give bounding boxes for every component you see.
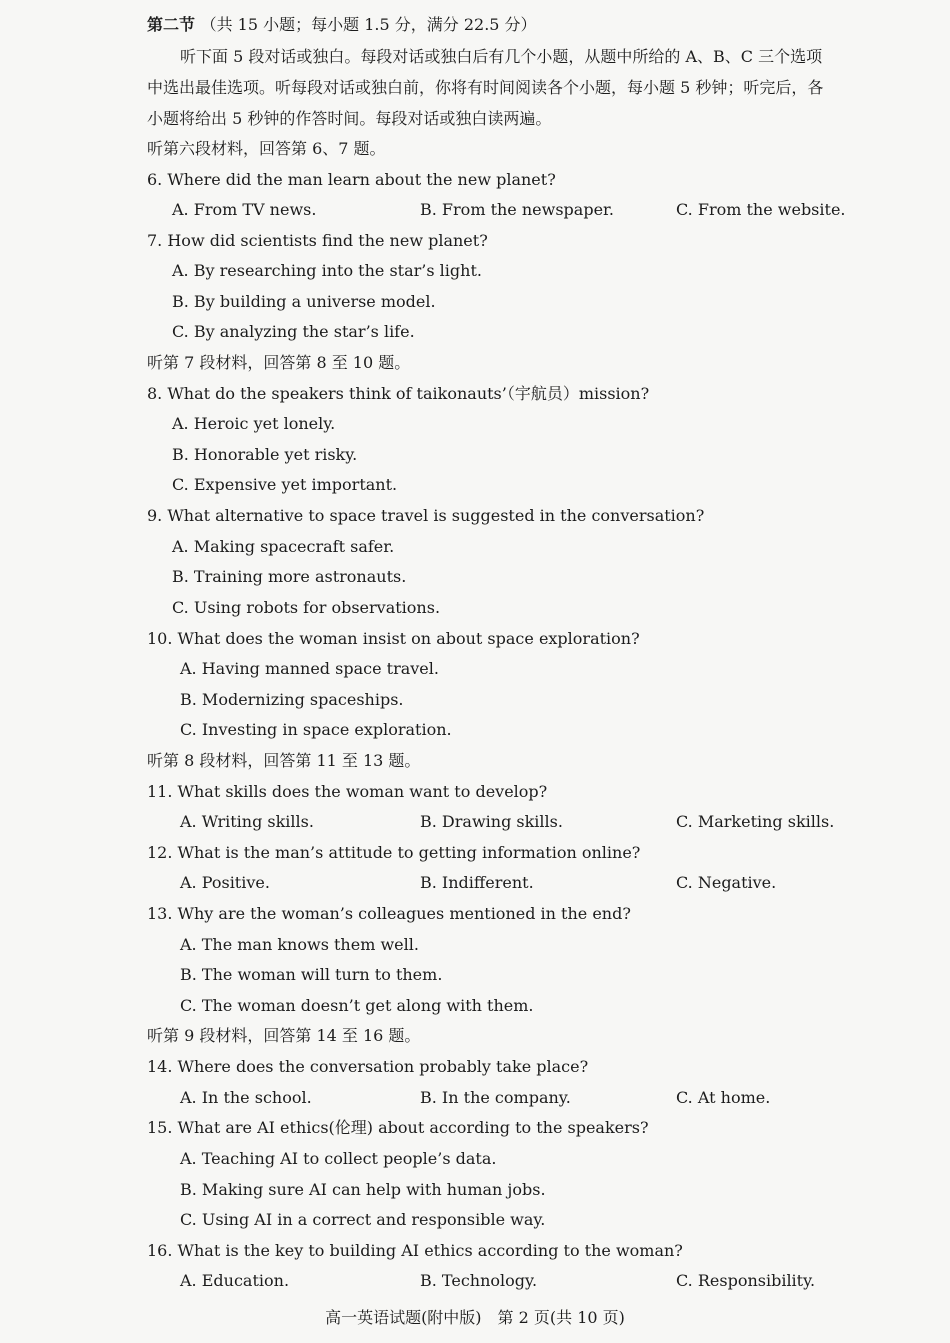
question-stem: 14. Where does the conversation probably take place? xyxy=(147,1057,589,1076)
option-a: A. Teaching AI to collect people’s data. xyxy=(180,1149,497,1168)
group-heading: 听第 9 段材料，回答第 14 至 16 题。 xyxy=(147,1026,421,1045)
option-c: C. Investing in space exploration. xyxy=(180,720,452,739)
option-a: A. Heroic yet lonely. xyxy=(172,414,336,433)
instruction-line: 小题将给出 5 秒钟的作答时间。每段对话或独白读两遍。 xyxy=(147,109,552,128)
option-b: B. In the company. xyxy=(420,1088,571,1107)
option-b: B. Honorable yet risky. xyxy=(172,445,358,464)
option-b: B. Technology. xyxy=(420,1271,538,1290)
section-heading xyxy=(147,13,537,37)
section-title: 第二节 xyxy=(147,15,196,34)
option-a: A. Having manned space travel. xyxy=(180,659,439,678)
option-c: C. At home. xyxy=(676,1088,771,1107)
option-a: A. The man knows them well. xyxy=(180,935,419,954)
option-b: B. Making sure AI can help with human jobs. xyxy=(180,1180,546,1199)
option-b: B. By building a universe model. xyxy=(172,292,436,311)
question-stem: 16. What is the key to building AI ethics according to the woman? xyxy=(147,1241,683,1260)
option-b: B. Training more astronauts. xyxy=(172,567,407,586)
page-footer: 高一英语试题(附中版) 第 2 页(共 10 页) xyxy=(325,1308,625,1327)
option-c: C. Using AI in a correct and responsible way. xyxy=(180,1210,546,1229)
option-a: A. Making spacecraft safer. xyxy=(172,537,395,556)
option-a: A. In the school. xyxy=(180,1088,312,1107)
option-c: C. Responsibility. xyxy=(676,1271,816,1290)
section-info: （共 15 小题；每小题 1.5 分，满分 22.5 分） xyxy=(200,15,537,34)
group-heading: 听第 7 段材料，回答第 8 至 10 题。 xyxy=(147,353,411,372)
option-a: A. From TV news. xyxy=(172,200,317,219)
question-stem: 11. What skills does the woman want to develop? xyxy=(147,782,548,801)
question-stem: 9. What alternative to space travel is suggested in the conversation? xyxy=(147,506,705,525)
instruction-line: 中选出最佳选项。听每段对话或独白前，你将有时间阅读各个小题，每小题 5 秒钟；听完后，各 xyxy=(147,78,824,97)
option-a: A. By researching into the star’s light. xyxy=(172,261,482,280)
option-c: C. Marketing skills. xyxy=(676,812,835,831)
question-stem: 6. Where did the man learn about the new planet? xyxy=(147,170,556,189)
option-c: C. The woman doesn’t get along with them. xyxy=(180,996,534,1015)
question-stem: 7. How did scientists find the new planet? xyxy=(147,231,488,250)
question-stem: 13. Why are the woman’s colleagues mentioned in the end? xyxy=(147,904,631,923)
option-a: A. Writing skills. xyxy=(180,812,314,831)
option-c: C. From the website. xyxy=(676,200,846,219)
option-c: C. Expensive yet important. xyxy=(172,475,398,494)
option-c: C. Using robots for observations. xyxy=(172,598,441,617)
option-c: C. By analyzing the star’s life. xyxy=(172,322,415,341)
question-stem: 10. What does the woman insist on about space exploration? xyxy=(147,629,640,648)
option-a: A. Positive. xyxy=(180,873,270,892)
option-a: A. Education. xyxy=(180,1271,290,1290)
option-b: B. Modernizing spaceships. xyxy=(180,690,404,709)
option-c: C. Negative. xyxy=(676,873,777,892)
question-stem: 12. What is the man’s attitude to getting information online? xyxy=(147,843,641,862)
group-heading: 听第 8 段材料，回答第 11 至 13 题。 xyxy=(147,751,421,770)
option-b: B. The woman will turn to them. xyxy=(180,965,443,984)
instruction-line: 听下面 5 段对话或独白。每段对话或独白后有几个小题，从题中所给的 A、B、C 三个选项 xyxy=(180,47,823,66)
option-b: B. Indifferent. xyxy=(420,873,534,892)
question-stem: 15. What are AI ethics(伦理) about according to the speakers? xyxy=(147,1118,649,1137)
group-heading: 听第六段材料，回答第 6、7 题。 xyxy=(147,139,386,158)
option-b: B. From the newspaper. xyxy=(420,200,615,219)
question-stem: 8. What do the speakers think of taikonauts’（宇航员）mission? xyxy=(147,384,650,403)
option-b: B. Drawing skills. xyxy=(420,812,563,831)
